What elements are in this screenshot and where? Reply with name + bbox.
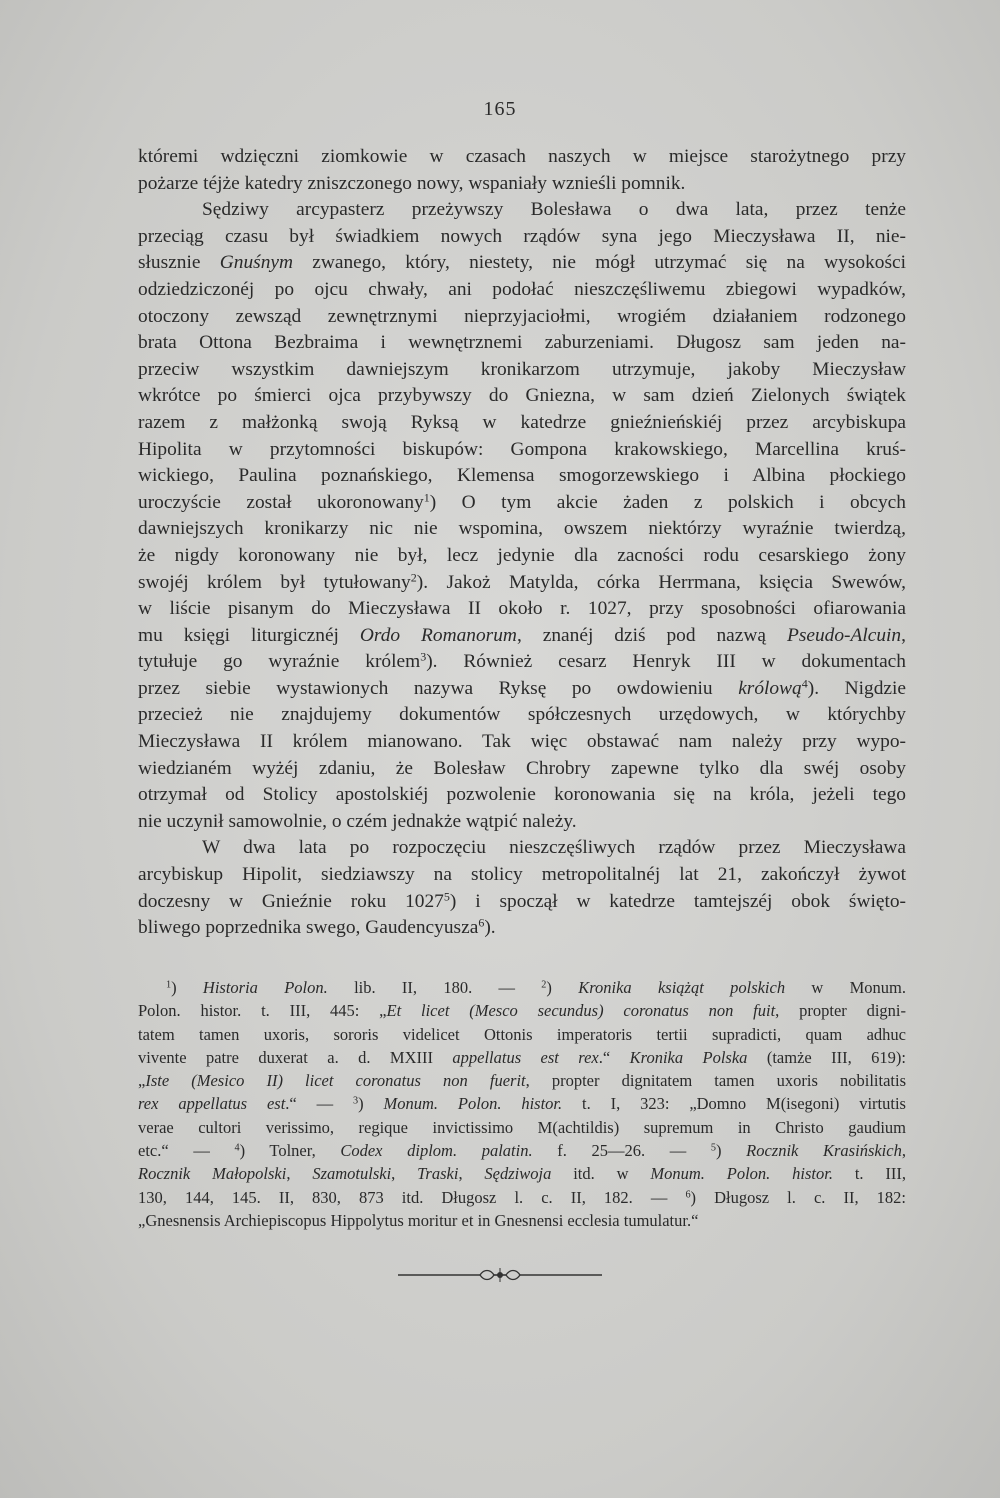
footnote-line: rex appellatus est.“ — $^3$) Monum. Polon. histor. t. I, 323: „Domno M(isegoni) virtutis (138, 1094, 906, 1114)
body-text-line: odziedziczonéj po ojcu chwały, ani podołać nieszczęśliwemu zbiegowi wypadków, (138, 278, 906, 300)
footnote-line: $^1$) Historia Polon. lib. II, 180. — $^2$) Kronika książąt polskich w Monum. (166, 978, 906, 997)
footnote-line: „Gnesnensis Archiepiscopus Hippolytus moritur et in Gnesnensi ecclesia tumulatur.“ (138, 1210, 699, 1230)
body-text-line: słusznie Gnuśnym zwanego, który, niestety, nie mógł utrzymać się na wysokości (138, 252, 906, 274)
body-text-line: pożarze téjże katedry zniszczonego nowy, wspaniały wznieśli pomnik. (138, 172, 686, 194)
body-text-line: doczesny w Gnieźnie roku 1027$^5$) i spoczął w katedrze tamtejszéj obok święto- (138, 889, 906, 912)
body-text-line: Mieczysława II królem mianowano. Tak więc obstawać nam należy przy wypo- (138, 731, 906, 753)
footnote-line: vivente patre duxerat a. d. MXIII appellatus est rex.“ Kronika Polska (tamże III, 619): (138, 1047, 906, 1067)
body-text-line: przez siebie wystawionych nazywa Ryksę po owdowieniu królową$^4$). Nigdzie (138, 676, 906, 699)
footnote-line: verae cultori verissimo, regique invictissimo M(achtildis) supremum in Christo gaudium (138, 1117, 906, 1137)
body-text (138, 144, 906, 942)
body-text-line: przecież nie znajdujemy dokumentów spółczesnych urzędowych, w którychby (138, 704, 906, 726)
body-text-line: mu księgi liturgicznéj Ordo Romanorum, znanéj dziś pod nazwą Pseudo-Alcuin, (138, 624, 906, 646)
body-text-line: przeciąg czasu był świadkiem nowych rządów syna jego Mieczysława II, nie- (138, 225, 906, 247)
page-number: 165 (483, 98, 517, 120)
footnote-line: etc.“ — $^4$) Tolner, Codex diplom. palatin. f. 25—26. — $^5$) Rocznik Krasińskich, (138, 1141, 906, 1161)
body-text-line: arcybiskup Hipolit, siedziawszy na stolicy metropolitalnéj lat 21, zakończył żywot (138, 864, 906, 886)
body-text-line: tytułuje go wyraźnie królem$^3$). Również cesarz Henryk III w dokumentach (138, 649, 906, 673)
body-text-line: Hipolita w przytomności biskupów: Gompona krakowskiego, Marcellina kruś- (138, 438, 906, 460)
footnote-line: Rocznik Małopolski, Szamotulski, Traski, Sędziwoja itd. w Monum. Polon. histor. t. III, (138, 1164, 906, 1184)
body-text-line: bliwego poprzednika swego, Gaudencyusza$^6$). (138, 915, 496, 939)
body-text-line: W dwa lata po rozpoczęciu nieszczęśliwych rządów przez Mieczysława (202, 837, 906, 859)
body-text-line: któremi wdzięczni ziomkowie w czasach naszych w miejsce starożytnego przy (138, 146, 906, 167)
footnote-line: tatem tamen uxoris, sororis videlicet Ottonis imperatoris tertii supradicti, quam adhuc (138, 1024, 906, 1044)
footnote-line: Polon. histor. t. III, 445: „Et licet (Mesco secundus) coronatus non fuit, propter digni- (138, 1001, 906, 1021)
body-text-line: razem z małżonką swoją Ryksą w katedrze gnieźnieńskiéj przez arcybiskupa (138, 411, 906, 433)
body-text-line: Sędziwy arcypasterz przeżywszy Bolesława o dwa lata, przez tenże (202, 199, 906, 221)
footnote-line: 130, 144, 145. II, 830, 873 itd. Długosz l. c. II, 182. — $^6$) Długosz l. c. II, 182: (138, 1187, 906, 1207)
body-text-line: swojéj królem był tytułowany$^2$). Jakoż Matylda, córka Herrmana, księcia Swewów, (138, 569, 906, 593)
body-text-line: brata Ottona Bezbraima i wewnętrznemi zaburzeniami. Długosz sam jeden na- (138, 332, 906, 354)
body-text-line: otoczony zewsząd zewnętrznymi nieprzyjaciołmi, wrogiém działaniem rodzonego (138, 305, 906, 327)
body-text-line: wickiego, Paulina poznańskiego, Klemensa smogorzewskiego i Albina płockiego (138, 465, 906, 487)
body-text-line: nie uczynił samowolnie, o czém jednakże wątpić należy. (138, 810, 577, 832)
ornament-divider (398, 1264, 602, 1286)
body-text-line: wiedzianém wyżéj zdaniu, że Bolesław Chrobry zapewne tylko dla swéj osoby (138, 757, 906, 779)
body-text-line: że nigdy koronowany nie był, lecz jedynie dla zacności rodu cesarskiego żony (138, 544, 906, 566)
body-text-line: dawniejszych kronikarzy nic nie wspomina, owszem niektórzy wyraźnie twierdzą, (138, 518, 906, 540)
body-text-line: uroczyście został ukoronowany$^1$) O tym akcie żaden z polskich i obcych (138, 490, 906, 513)
body-text-line: wkrótce po śmierci ojca przybywszy do Gniezna, w sam dzień Zielonych świątek (138, 385, 906, 407)
body-text-line: w liście pisanym do Mieczysława II około r. 1027, przy sposobności ofiarowania (138, 598, 906, 620)
footnotes (138, 976, 906, 1232)
body-text-line: przeciw wszystkim dawniejszym kronikarzom utrzymuje, jakoby Mieczysław (138, 358, 906, 380)
footnote-line: „Iste (Mesico II) licet coronatus non fuerit, propter dignitatem tamen uxoris nobilitatis (138, 1071, 906, 1091)
body-text-line: otrzymał od Stolicy apostolskiéj pozwolenie koronowania się na króla, jeżeli tego (138, 784, 906, 806)
